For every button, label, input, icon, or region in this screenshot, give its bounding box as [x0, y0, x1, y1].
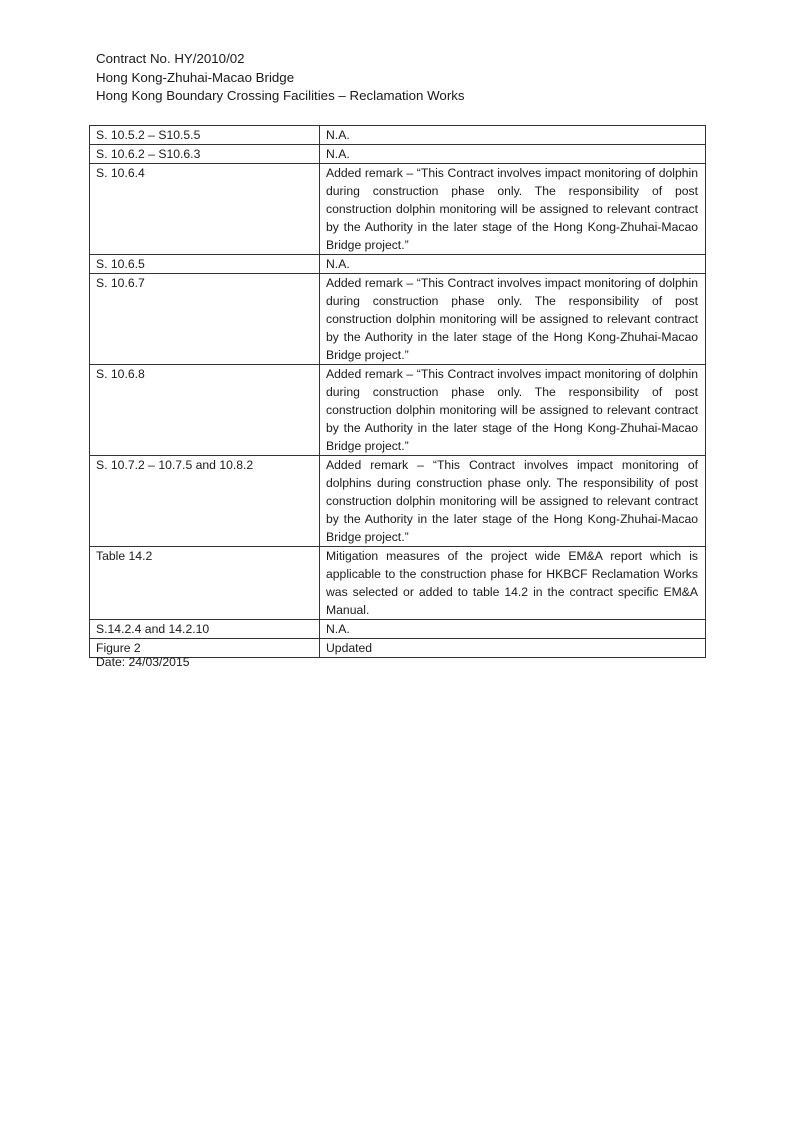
table-row	[90, 126, 706, 145]
section-cell: Table 14.2	[90, 547, 320, 620]
remark-cell: Updated	[320, 639, 706, 658]
table-row	[90, 456, 706, 547]
table-row	[90, 145, 706, 164]
remark-cell: N.A.	[320, 620, 706, 639]
section-cell: S. 10.7.2 – 10.7.5 and 10.8.2	[90, 456, 320, 547]
remark-cell: Added remark – “This Contract involves impact monitoring of dolphin during construction phase only. The responsibility of post construction dolphin monitoring will be assigned to relevant contract by the Authority in the later stage of the Hong Kong-Zhuhai-Macao Bridge project.”	[320, 365, 706, 456]
project-name: Hong Kong-Zhuhai-Macao Bridge	[96, 69, 295, 85]
document-header	[96, 50, 465, 106]
section-cell: S.14.2.4 and 14.2.10	[90, 620, 320, 639]
contract-number: Contract No. HY/2010/02	[96, 51, 245, 66]
table-row	[90, 365, 706, 456]
table-row	[90, 547, 706, 620]
table-row	[90, 164, 706, 255]
remark-cell: Added remark – “This Contract involves impact monitoring of dolphins during construction phase only. The responsibility of post construction dolphin monitoring will be assigned to relevant contract by the Authority in the later stage of the Hong Kong-Zhuhai-Macao Bridge project.”	[320, 456, 706, 547]
section-cell: S. 10.6.2 – S10.6.3	[90, 145, 320, 164]
remark-cell: Mitigation measures of the project wide EM&A report which is applicable to the construction phase for HKBCF Reclamation Works was selected or added to table 14.2 in the contract specific EM&A Manual.	[320, 547, 706, 620]
table-row	[90, 274, 706, 365]
section-cell: S. 10.6.7	[90, 274, 320, 365]
remark-cell: Added remark – “This Contract involves impact monitoring of dolphin during construction phase only. The responsibility of post construction dolphin monitoring will be assigned to relevant contract by the Authority in the later stage of the Hong Kong-Zhuhai-Macao Bridge project.”	[320, 274, 706, 365]
section-cell: S. 10.6.8	[90, 365, 320, 456]
remark-cell: N.A.	[320, 126, 706, 145]
remark-cell: N.A.	[320, 145, 706, 164]
works-title: Hong Kong Boundary Crossing Facilities – Reclamation Works	[96, 88, 465, 103]
table-row	[90, 620, 706, 639]
section-cell: S. 10.5.2 – S10.5.5	[90, 126, 320, 145]
section-cell: Figure 2	[90, 639, 320, 658]
table-row	[90, 255, 706, 274]
section-cell: S. 10.6.4	[90, 164, 320, 255]
amendment-table	[89, 125, 706, 658]
section-cell: S. 10.6.5	[90, 255, 320, 274]
remark-cell: N.A.	[320, 255, 706, 274]
document-date: Date: 24/03/2015	[96, 655, 190, 669]
remark-cell: Added remark – “This Contract involves impact monitoring of dolphin during construction phase only. The responsibility of post construction dolphin monitoring will be assigned to relevant contract by the Authority in the later stage of the Hong Kong-Zhuhai-Macao Bridge project.”	[320, 164, 706, 255]
